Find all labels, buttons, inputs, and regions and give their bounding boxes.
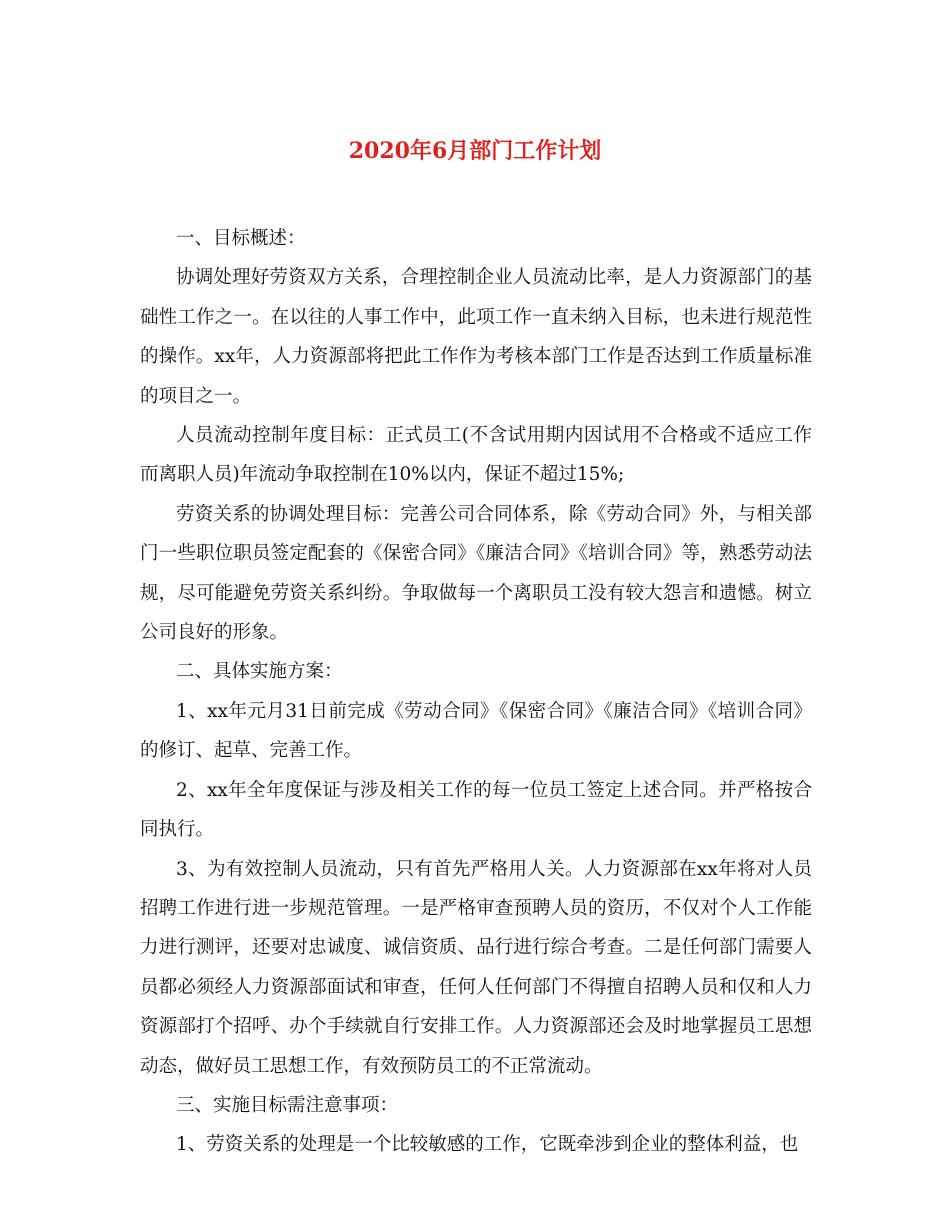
section-heading-plan: 二、具体实施方案：	[176, 661, 343, 683]
paragraph-turnover-target: 人员流动控制年度目标：正式员工(不含试用期内因试用不合格或不适应工作而离职人员)年流动争取控制在10%以内，保证不超过15%;	[140, 425, 812, 486]
plan-item-3: 3、为有效控制人员流动，只有首先严格用人关。人力资源部在xx年将对人员招聘工作进行进一步规范管理。一是严格审查预聘人员的资历，不仅对个人工作能力进行测评，还要对忠诚度、诚信资质、品行进行综合考查。二是任何部门需要人员都必须经人力资源部面试和审查，任何人任何部门不得擅自招聘人员和仅和人力资源部打个招呼、办个手续就自行安排工作。人力资源部还会及时地掌握员工思想动态，做好员工思想工作，有效预防员工的不正常流动。	[140, 858, 812, 1077]
plan-item-2: 2、xx年全年度保证与涉及相关工作的每一位员工签定上述合同。并严格按合同执行。	[140, 779, 812, 841]
document-body	[140, 219, 812, 1165]
paragraph-labor-relations: 协调处理好劳资双方关系，合理控制企业人员流动比率，是人力资源部门的基础性工作之一。在以往的人事工作中，此项工作一直未纳入目标，也未进行规范性的操作。xx年，人力资源部将把此工作作为考核本部门工作是否达到工作质量标准的项目之一。	[140, 267, 812, 407]
section-heading-goals: 一、目标概述：	[176, 228, 306, 249]
paragraph-contract-target: 劳资关系的协调处理目标：完善公司合同体系，除《劳动合同》外，与相关部门一些职位职员签定配套的《保密合同》《廉洁合同》《培训合同》等，熟悉劳动法规，尽可能避免劳资关系纠纷。争取做每一个离职员工没有较大怨言和遗憾。树立公司良好的形象。	[140, 503, 812, 644]
note-item-1: 1、劳资关系的处理是一个比较敏感的工作，它既牵涉到企业的整体利益，也	[176, 1134, 799, 1156]
document-title: 2020年6月部门工作计划	[348, 138, 602, 164]
section-heading-notes: 三、实施目标需注意事项：	[176, 1094, 399, 1116]
plan-item-1: 1、xx年元月31日前完成《劳动合同》《保密合同》《廉洁合同》《培训合同》的修订、起草、完善工作。	[140, 700, 812, 762]
